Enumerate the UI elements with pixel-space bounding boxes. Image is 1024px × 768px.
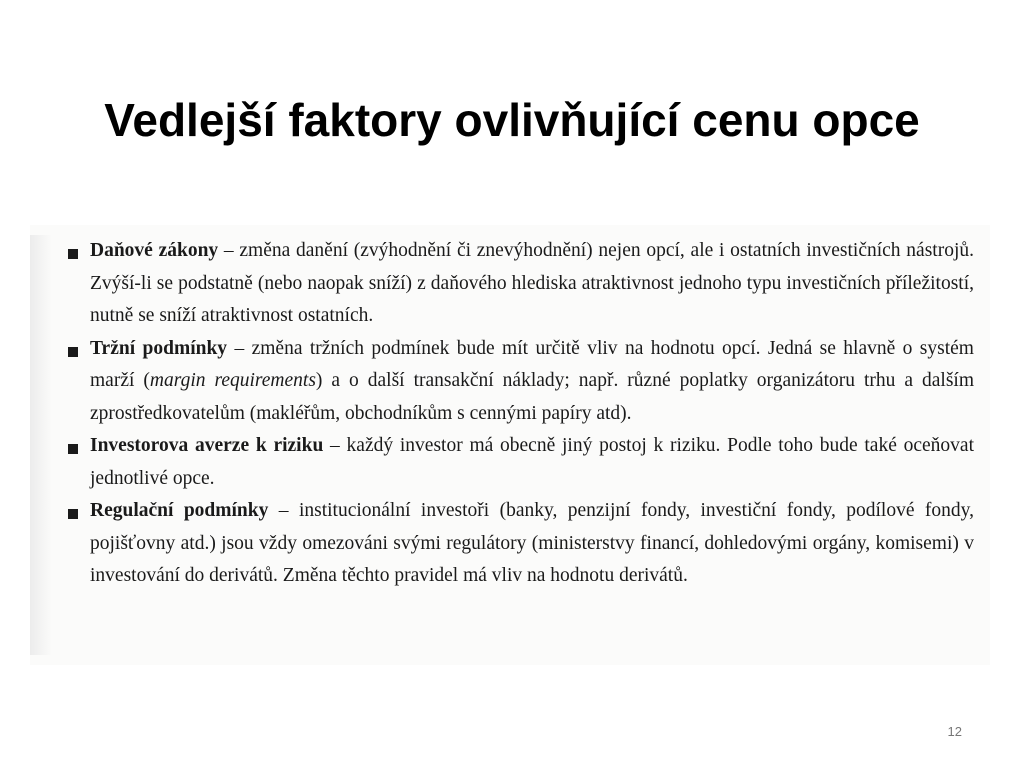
factor-item-tax-laws bbox=[68, 235, 974, 333]
factor-description: – každý investor má obecně jiný postoj k riziku. Podle toho bude také oceňovat jednotlivé opce. bbox=[90, 435, 975, 489]
factor-term: Investorova averze k riziku bbox=[90, 435, 324, 456]
factor-item-risk-aversion bbox=[68, 430, 974, 495]
factor-description-end: ) a o další transakční náklady; např. různé poplatky organizátoru trhu a dalším zprostředkovatelům (makléřům, obchodníkům s cennými papíry atd). bbox=[90, 370, 974, 424]
square-bullet-icon bbox=[68, 509, 78, 519]
factor-term: Tržní podmínky bbox=[90, 337, 228, 359]
factor-description: – institucionální investoři (banky, penzijní fondy, investiční fondy, podílové fondy, pojišťovny atd.) jsou vždy omezováni svými regulátory (ministerstvy financí, dohledovými orgány, komisemi) v investování do derivátů. Změna těchto pravidel má vliv na hodnotu derivátů. bbox=[90, 500, 974, 586]
slide-title: Vedlejší faktory ovlivňující cenu opce bbox=[104, 93, 920, 146]
square-bullet-icon bbox=[68, 249, 78, 259]
factor-item-regulatory-conditions bbox=[68, 495, 974, 593]
square-bullet-icon bbox=[68, 347, 78, 357]
square-bullet-icon bbox=[68, 444, 78, 454]
page-number: 12 bbox=[947, 724, 962, 739]
factor-item-market-conditions bbox=[68, 333, 974, 431]
factor-term: Regulační podmínky bbox=[90, 500, 269, 521]
factor-term: Daňové zákony bbox=[90, 240, 219, 261]
factor-description: – změna danění (zvýhodnění či znevýhodnění) nejen opcí, ale i ostatních investičních nástrojů. Zvýší-li se podstatně (nebo naopak sníží) z daňového hlediska atraktivnost jednoho typu investičních příležitostí, nutně se sníží atraktivnost ostatních. bbox=[90, 240, 974, 326]
factor-description: – změna tržních podmínek bude mít určitě vliv na hodnotu opcí. Jedná se hlavně o systém marží ( bbox=[90, 337, 974, 391]
factor-list bbox=[68, 235, 974, 593]
factor-emphasis: margin requirements bbox=[149, 370, 316, 391]
